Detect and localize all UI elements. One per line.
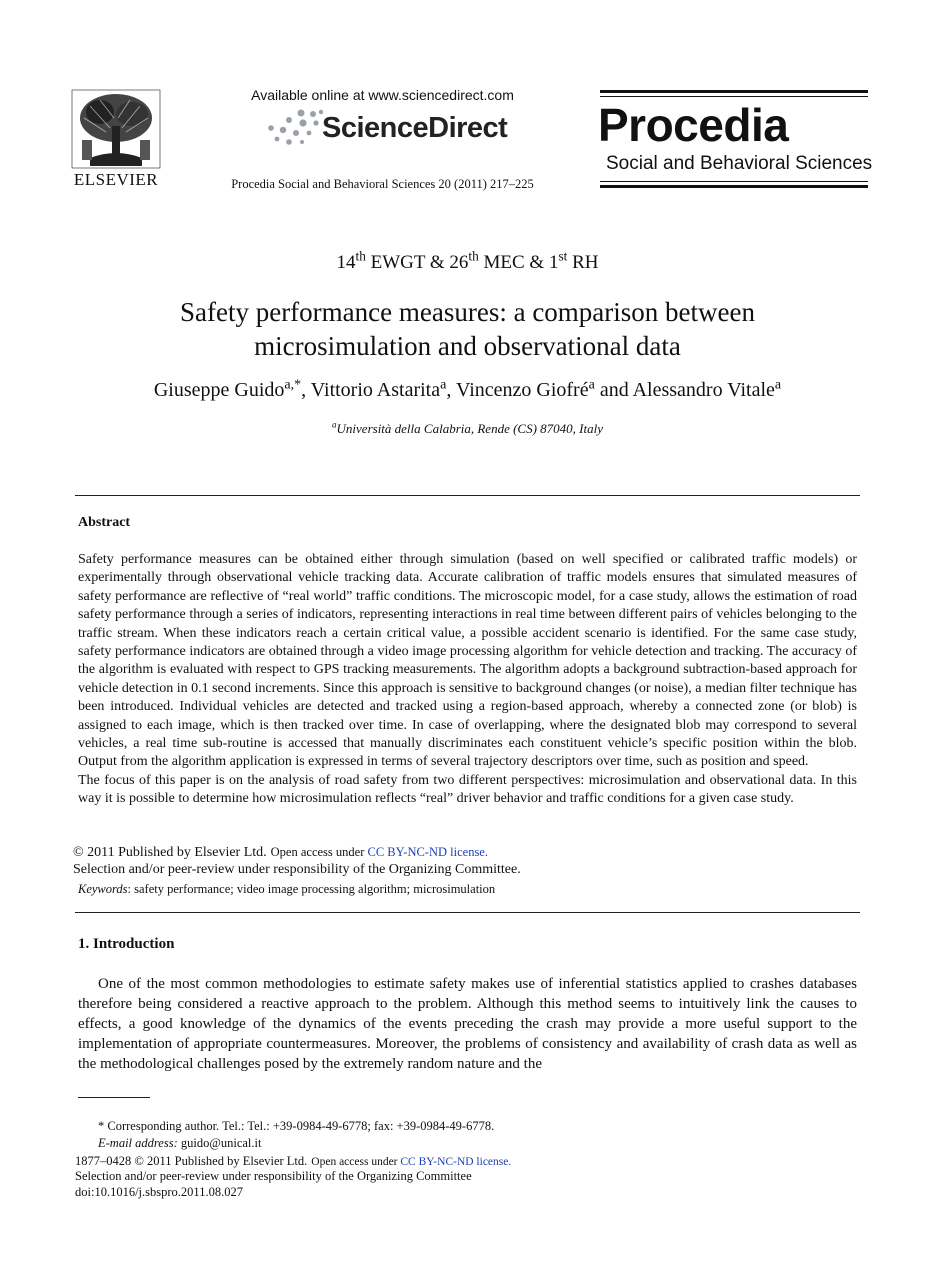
sciencedirect-dots-icon bbox=[263, 108, 327, 148]
author-sup: a bbox=[440, 377, 447, 393]
keywords: Keywords: safety performance; video image processing algorithm; microsimulation bbox=[78, 882, 496, 896]
procedia-rule bbox=[600, 185, 868, 188]
footnote-rule bbox=[78, 1097, 150, 1098]
abstract-paragraph: Safety performance measures can be obtained either through simulation (based on well specified or calibrated traffic models) or experimentally through observational vehicle tracking data. Accurate calibration of traffic models ensures that simulated measures of safety performance are reflective of “real world” traffic conditions. The microscopic model, for a case study, allows the estimation of road safety performance through a series of indicators, representing interactions in real time between different pairs of vehicles belonging to the traffic stream. When these indicators reach a certain critical value, a possible accident scenario is identified. For the same case study, safety performance indicators are obtained through a video image processing algorithm for vehicle detection and tracking. The accuracy of the algorithm is evaluated with respect to GPS tracking measurements. The algorithm adopts a background subtraction-based approach for vehicle detection in 0.1 second increments. Since this approach is sensitive to background changes (or noise), a median filter technique has been introduced. Individual vehicles are detected and tracked using a region-based approach, whereby a connected zone (or blob) is assigned to each image, which is then tracked over time. In case of overlapping, where the designated blob may correspond to several vehicles, a real time sub-routine is accessed that manually discriminates each constituent vehicle’s specific position within the blob. Output from the algorithm application is expressed in terms of several trajectory descriptors over time, such as position and speed. bbox=[78, 552, 857, 770]
section-body: One of the most common methodologies to estimate safety makes use of inferential statistics applied to crashes databases therefore being considered a reactive approach to the problem. Although this method seems to intuitively link the causes to effects, a good knowledge of the dynamics of the events preceding the crash may provide a more useful support to the implementation of appropriate countermeasures. Moreover, the problems of consistency and availability of crash data as well as the methodological challenges posed by the extremely random nature and the bbox=[78, 976, 857, 1072]
divider bbox=[75, 495, 860, 496]
procedia-wordmark: Procedia bbox=[598, 99, 789, 151]
license-link[interactable]: CC BY-NC-ND license. bbox=[400, 1156, 512, 1168]
license-link[interactable]: CC BY-NC-ND license. bbox=[367, 845, 488, 859]
author-name: Vittorio Astarita bbox=[310, 379, 441, 401]
author-name: Vincenzo Giofré bbox=[455, 379, 589, 401]
elsevier-wordmark: ELSEVIER bbox=[73, 170, 159, 189]
author-sup: a,* bbox=[284, 377, 302, 393]
doi-link[interactable]: doi:10.1016/j.sbspro.2011.08.027 bbox=[75, 1185, 243, 1199]
copyright-line: © 2011 Published by Elsevier Ltd. Open access under CC BY-NC-ND license. bbox=[73, 845, 488, 860]
paper-title bbox=[100, 295, 835, 363]
email-link[interactable]: guido@unical.it bbox=[177, 1136, 262, 1150]
procedia-rule bbox=[600, 90, 868, 93]
journal-citation: Procedia Social and Behavioral Sciences 20 (2011) 217–225 bbox=[231, 177, 534, 191]
corresponding-author-note: * Corresponding author. Tel.: Tel.: +39-0984-49-6778; fax: +39-0984-49-6778. bbox=[98, 1119, 495, 1133]
procedia-rule bbox=[600, 96, 868, 97]
divider bbox=[75, 912, 860, 913]
author-sup: a bbox=[588, 377, 595, 393]
author-list: Giuseppe Guido$^{a,*}$, Vittorio Astarita$^a$, Vincenzo Giofré$^a$ and Alessandro Vitale$^a$ bbox=[153, 377, 782, 401]
author-name: Alessandro Vitale bbox=[632, 379, 775, 401]
conference-name: 14th EWGT & 26th MEC & 1st RH bbox=[336, 248, 599, 273]
abstract-heading: Abstract bbox=[78, 515, 131, 530]
peer-review-footer: Selection and/or peer-review under responsibility of the Organizing Committee bbox=[75, 1169, 472, 1183]
procedia-subtitle: Social and Behavioral Sciences bbox=[606, 153, 873, 174]
abstract-body bbox=[78, 551, 857, 809]
title-line: Safety performance measures: a comparison between bbox=[179, 297, 755, 327]
issn-line: 1877–0428 © 2011 Published by Elsevier Ltd. Open access under CC BY-NC-ND license. bbox=[75, 1154, 512, 1168]
affiliation: $^a$Università della Calabria, Rende (CS) 87040, Italy bbox=[331, 419, 603, 436]
email-note: E-mail address: guido@unical.it bbox=[98, 1136, 262, 1150]
sciencedirect-wordmark: ScienceDirect bbox=[322, 112, 508, 144]
title-line: microsimulation and observational data bbox=[254, 331, 681, 361]
section-heading: 1. Introduction bbox=[78, 936, 175, 952]
author-sup: a bbox=[774, 377, 782, 393]
peer-review-line: Selection and/or peer-review under responsibility of the Organizing Committee. bbox=[73, 862, 521, 877]
procedia-rule bbox=[600, 181, 868, 182]
abstract-paragraph: The focus of this paper is on the analysis of road safety from two different perspectives: microsimulation and observational data. In this way it is possible to determine how microsimulation reflects “real” driver behavior and traffic conditions for a given case study. bbox=[78, 772, 857, 807]
available-online-link[interactable]: Available online at www.sciencedirect.com bbox=[251, 87, 514, 103]
author-name: Giuseppe Guido bbox=[153, 379, 285, 401]
